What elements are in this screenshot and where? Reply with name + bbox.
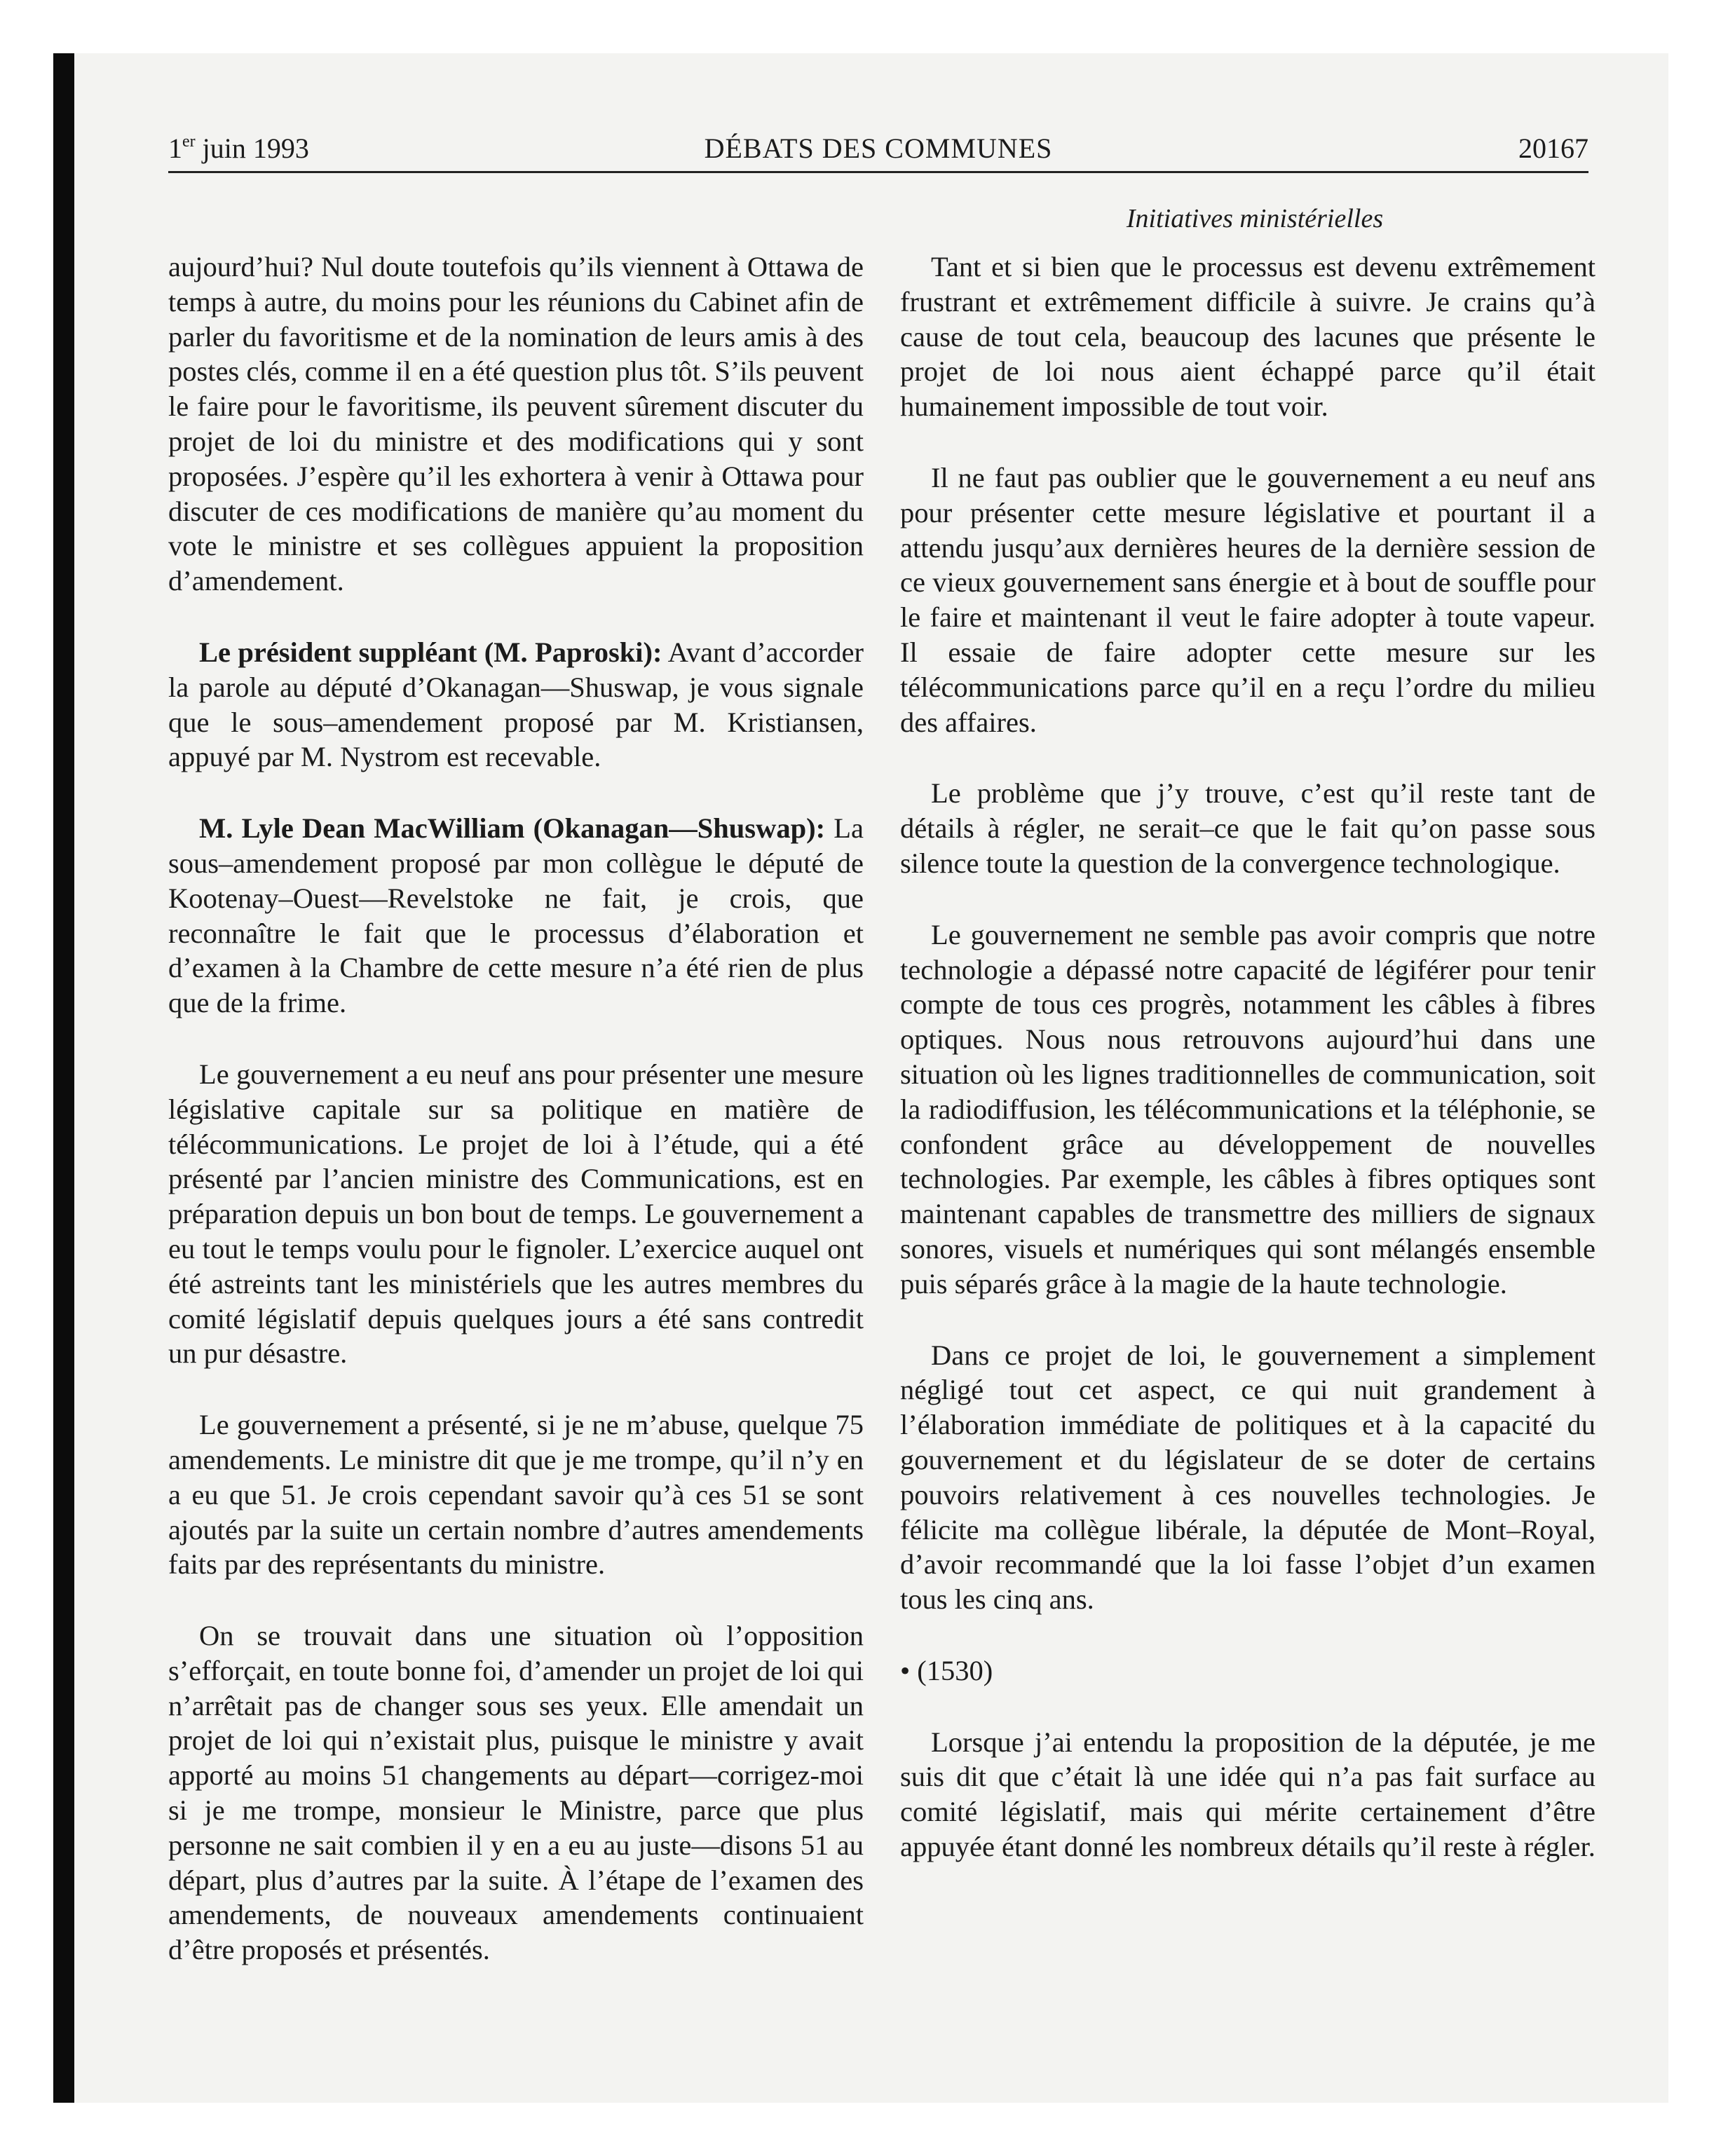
right-paragraph-1: Tant et si bien que le processus est devenu extrêmement frustrant et extrêmement difficile à suivre. Je crains qu’à cause de tout cela, beaucoup des lacunes que présente le projet de loi nous aient échappé parce qu’il était humainement impossible de tout voir.	[900, 251, 1595, 423]
running-head: Initiatives ministérielles	[1126, 204, 1384, 233]
scan-edge-shadow	[53, 53, 74, 2103]
date-superscript: er	[182, 132, 196, 151]
speaker-name: M. Lyle Dean MacWilliam (Okanagan—Shuswap):	[199, 812, 826, 845]
left-column	[168, 250, 864, 1967]
right-paragraph-4: Le gouvernement ne semble pas avoir compris que notre technologie a dépassé notre capacité de légiférer pour tenir compte de tous ces progrès, notamment les câbles à fibres optiques. Nous nous retrouvons aujourd’hui dans une situation où les lignes traditionnelles de communication, soit la radiodiffusion, les télécommunications et la téléphonie, se confondent grâce au développement de nouvelles technologies. Par exemple, les câbles à fibres optiques sont maintenant capables de transmettre des milliers de signaux sonores, visuels et numériques qui sont mélangés ensemble puis séparés grâce à la magie de la haute technologie.	[900, 918, 1595, 1299]
page-header	[168, 132, 1588, 174]
left-paragraph-1: aujourd’hui? Nul doute toutefois qu’ils viennent à Ottawa de temps à autre, du moins pour les réunions du Cabinet afin de parler du favoritisme et de la nomination de leurs amis à des postes clés, comme il en a été question plus tôt. S’ils peuvent le faire pour le favoritisme, ils peuvent sûrement discuter du projet de loi du ministre et des modifications qui y sont proposées. J’espère qu’il les exhortera à venir à Ottawa pour discuter de ces modifications de manière qu’au moment du vote le ministre et ses collègues appuient la proposition d’amendement.	[168, 251, 864, 597]
header-rule	[168, 171, 1588, 173]
header-title: DÉBATS DES COMMUNES	[704, 132, 1053, 164]
right-column	[900, 250, 1595, 1864]
left-paragraph-6: On se trouvait dans une situation où l’opposition s’efforçait, en toute bonne foi, d’amender un projet de loi qui n’arrêtait pas de changer sous ses yeux. Elle amendait un projet de loi qui n’existait plus, puisque le ministre y avait apporté au moins 51 changements au départ—corrigez-moi si je me trompe, monsieur le Ministre, parce que plus personne ne sait combien il y en a eu au juste—disons 51 au départ, plus d’autres par la suite. À l’étape de l’examen des amendements, de nouveaux amendements continuaient d’être proposés et présentés.	[168, 1620, 864, 1966]
speaker-name: Le président suppléant (M. Paproski):	[199, 636, 662, 668]
left-paragraph-3: M. Lyle Dean MacWilliam (Okanagan—Shuswap): La sous–amendement proposé par mon collègue le député de Kootenay–Ouest—Revelstoke ne fait, je crois, que reconnaître le fait que le processus d’élaboration et d’examen à la Chambre de cette mesure n’a été rien de plus que de la frime.	[168, 812, 864, 1019]
left-paragraph-5: Le gouvernement a présenté, si je ne m’abuse, quelque 75 amendements. Le ministre dit que je me trompe, qu’il n’y en a eu que 51. Je crois cependant savoir qu’à ces 51 se sont ajoutés par la suite un certain nombre d’autres amendements faits par des représentants du ministre.	[168, 1409, 864, 1581]
time-marker: • (1530)	[900, 1654, 993, 1686]
left-paragraph-4: Le gouvernement a eu neuf ans pour présenter une mesure législative capitale sur sa politique en matière de télécommunications. Le projet de loi à l’étude, qui a été présenté par l’ancien ministre des Communications, est en préparation depuis un bon bout de temps. Le gouvernement a eu tout le temps voulu pour le fignoler. L’exercice auquel ont été astreints tant les ministériels que les autres membres du comité législatif depuis quelques jours a été sans contredit un pur désastre.	[168, 1058, 864, 1370]
header-date: 1er juin 1993	[168, 132, 309, 164]
right-paragraph-2: Il ne faut pas oublier que le gouvernement a eu neuf ans pour présenter cette mesure législative et pourtant il a attendu jusqu’aux dernières heures de la dernière session de ce vieux gouvernement sans énergie et à bout de souffle pour le faire et maintenant il veut le faire adopter à toute vapeur. Il essaie de faire adopter cette mesure sur les télécommunications parce qu’il en a reçu l’ordre du milieu des affaires.	[900, 461, 1595, 738]
header-page-number: 20167	[1518, 132, 1588, 164]
right-paragraph-6: Lorsque j’ai entendu la proposition de la députée, je me suis dit que c’était là une idée qui n’a pas fait surface au comité législatif, mais qui mérite certainement d’être appuyée étant donné les nombreux détails qu’il reste à régler.	[900, 1726, 1595, 1863]
right-paragraph-3: Le problème que j’y trouve, c’est qu’il reste tant de détails à régler, ne serait–ce que le fait qu’on passe sous silence toute la question de la convergence technologique.	[900, 777, 1595, 879]
left-paragraph-2: Le président suppléant (M. Paproski): Avant d’accorder la parole au député d’Okanagan—Shuswap, je vous signale que le sous–amendement proposé par M. Kristiansen, appuyé par M. Nystrom est recevable.	[168, 636, 864, 773]
right-paragraph-5: Dans ce projet de loi, le gouvernement a simplement négligé tout cet aspect, ce qui nuit grandement à l’élaboration immédiate de politiques et à la capacité du gouvernement et du législateur de se doter de certains pouvoirs relativement à ces nouvelles technologies. Je félicite ma collègue libérale, la députée de Mont–Royal, d’avoir recommandé que la loi fasse l’objet d’un examen tous les cinq ans.	[900, 1339, 1595, 1616]
